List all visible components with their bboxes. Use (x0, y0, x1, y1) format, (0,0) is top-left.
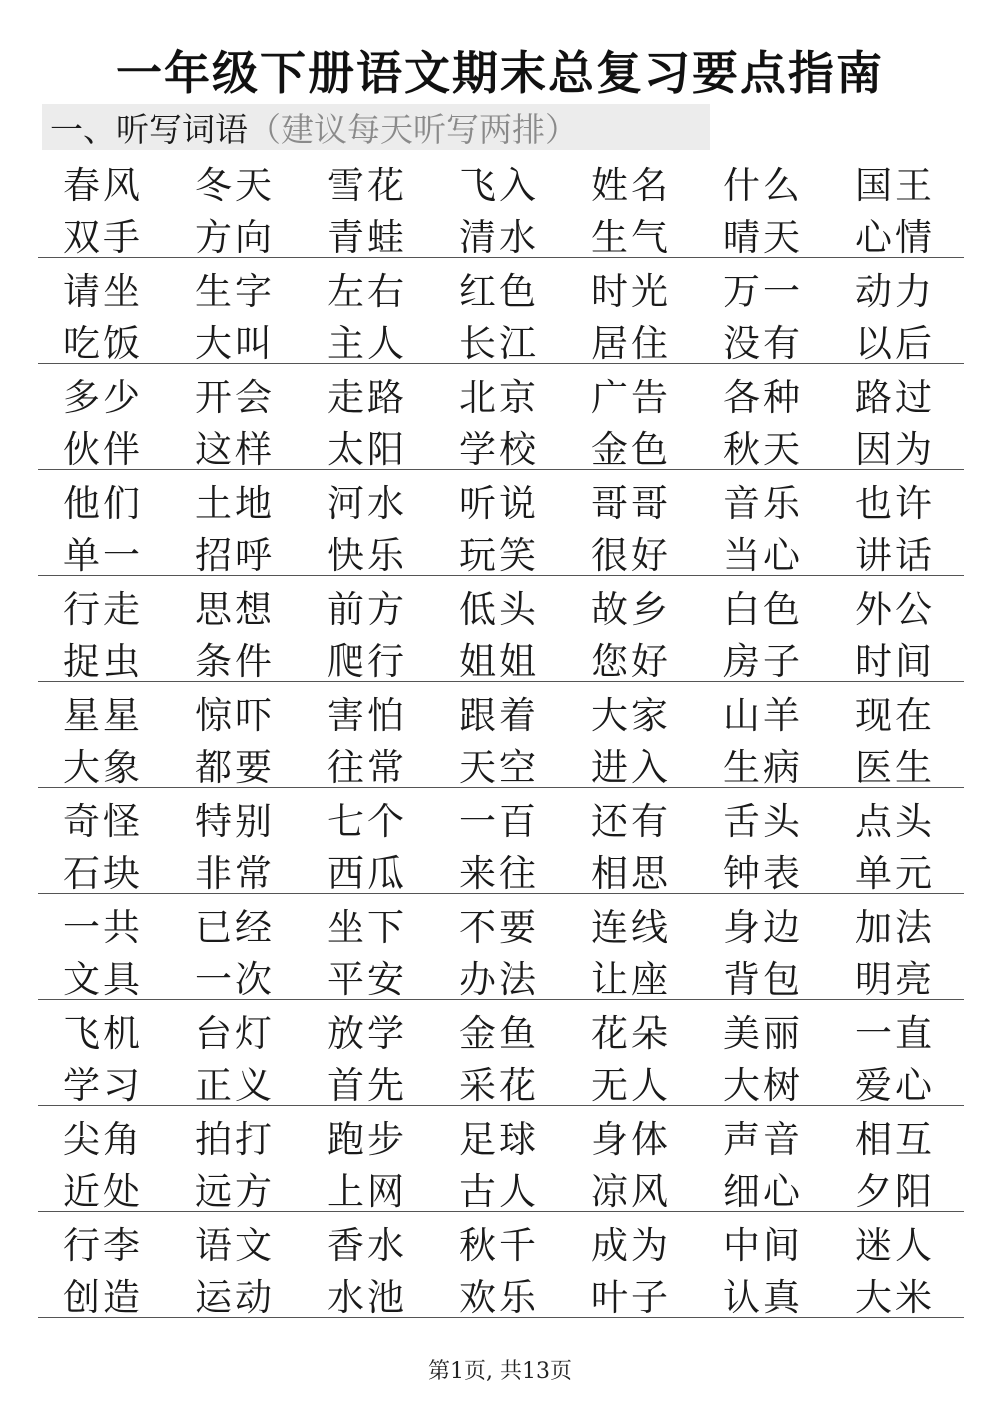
word-row (38, 950, 964, 1002)
word-row (38, 1268, 964, 1320)
vocabulary-word: 时光 (591, 270, 671, 313)
vocabulary-word: 外公 (855, 588, 935, 631)
word-group (38, 576, 964, 682)
vocabulary-word: 迷人 (855, 1224, 935, 1267)
vocabulary-word: 花朵 (591, 1012, 671, 1055)
vocabulary-word: 土地 (195, 482, 275, 525)
vocabulary-word: 太阳 (327, 428, 407, 471)
vocabulary-word: 凉风 (591, 1170, 671, 1213)
vocabulary-word: 金色 (591, 428, 671, 471)
vocabulary-word: 大米 (855, 1276, 935, 1319)
vocabulary-word: 来往 (459, 852, 539, 895)
vocabulary-word: 左右 (327, 270, 407, 313)
vocabulary-word: 办法 (459, 958, 539, 1001)
vocabulary-word: 以后 (855, 322, 935, 365)
word-row (38, 632, 964, 684)
vocabulary-word: 生字 (195, 270, 275, 313)
vocabulary-word: 远方 (195, 1170, 275, 1213)
vocabulary-word: 往常 (327, 746, 407, 789)
vocabulary-word: 您好 (591, 640, 671, 683)
vocabulary-word: 行走 (63, 588, 143, 631)
vocabulary-word: 因为 (855, 428, 935, 471)
vocabulary-word: 没有 (723, 322, 803, 365)
vocabulary-word: 台灯 (195, 1012, 275, 1055)
vocabulary-word: 还有 (591, 800, 671, 843)
word-group (38, 1106, 964, 1212)
word-row (38, 1110, 964, 1162)
vocabulary-word: 叶子 (591, 1276, 671, 1319)
vocabulary-word: 拍打 (195, 1118, 275, 1161)
vocabulary-word: 哥哥 (591, 482, 671, 525)
word-group (38, 894, 964, 1000)
vocabulary-word: 古人 (459, 1170, 539, 1213)
word-row (38, 368, 964, 420)
vocabulary-word: 吃饭 (63, 322, 143, 365)
vocabulary-word: 舌头 (723, 800, 803, 843)
word-row (38, 1162, 964, 1214)
vocabulary-word: 身体 (591, 1118, 671, 1161)
word-row (38, 898, 964, 950)
vocabulary-word: 中间 (723, 1224, 803, 1267)
vocabulary-word: 近处 (63, 1170, 143, 1213)
vocabulary-word: 运动 (195, 1276, 275, 1319)
vocabulary-word: 低头 (459, 588, 539, 631)
vocabulary-word: 万一 (723, 270, 803, 313)
vocabulary-word: 前方 (327, 588, 407, 631)
vocabulary-word: 行李 (63, 1224, 143, 1267)
vocabulary-word: 足球 (459, 1118, 539, 1161)
vocabulary-word: 跑步 (327, 1118, 407, 1161)
page-title: 一年级下册语文期末总复习要点指南 (116, 46, 884, 100)
vocabulary-word: 招呼 (195, 534, 275, 577)
vocabulary-word: 各种 (723, 376, 803, 419)
vocabulary-word: 明亮 (855, 958, 935, 1001)
vocabulary-word: 星星 (63, 694, 143, 737)
vocabulary-word: 秋千 (459, 1224, 539, 1267)
word-row (38, 844, 964, 896)
vocabulary-word: 语文 (195, 1224, 275, 1267)
vocabulary-word: 一百 (459, 800, 539, 843)
vocabulary-word: 国王 (855, 164, 935, 207)
vocabulary-word: 相互 (855, 1118, 935, 1161)
vocabulary-word: 采花 (459, 1064, 539, 1107)
vocabulary-word: 点头 (855, 800, 935, 843)
vocabulary-word: 河水 (327, 482, 407, 525)
vocabulary-word: 很好 (591, 534, 671, 577)
word-group (38, 1212, 964, 1318)
vocabulary-word: 学校 (459, 428, 539, 471)
word-group (38, 152, 964, 258)
vocabulary-word: 认真 (723, 1276, 803, 1319)
vocabulary-word: 多少 (63, 376, 143, 419)
vocabulary-word: 金鱼 (459, 1012, 539, 1055)
vocabulary-word: 请坐 (63, 270, 143, 313)
vocabulary-word: 也许 (855, 482, 935, 525)
vocabulary-word: 声音 (723, 1118, 803, 1161)
vocabulary-word: 都要 (195, 746, 275, 789)
word-row (38, 792, 964, 844)
vocabulary-word: 特别 (195, 800, 275, 843)
vocabulary-word: 香水 (327, 1224, 407, 1267)
vocabulary-word: 大家 (591, 694, 671, 737)
vocabulary-word: 单一 (63, 534, 143, 577)
vocabulary-word: 他们 (63, 482, 143, 525)
vocabulary-word: 奇怪 (63, 800, 143, 843)
vocabulary-word: 加法 (855, 906, 935, 949)
vocabulary-word: 飞入 (459, 164, 539, 207)
vocabulary-word: 快乐 (327, 534, 407, 577)
vocabulary-word: 长江 (459, 322, 539, 365)
word-group (38, 682, 964, 788)
vocabulary-word: 飞机 (63, 1012, 143, 1055)
vocabulary-word: 爬行 (327, 640, 407, 683)
vocabulary-word: 平安 (327, 958, 407, 1001)
vocabulary-word: 冬天 (195, 164, 275, 207)
vocabulary-word: 思想 (195, 588, 275, 631)
vocabulary-word: 放学 (327, 1012, 407, 1055)
word-row (38, 314, 964, 366)
vocabulary-word: 姐姐 (459, 640, 539, 683)
vocabulary-word: 单元 (855, 852, 935, 895)
vocabulary-word: 捉虫 (63, 640, 143, 683)
vocabulary-word: 爱心 (855, 1064, 935, 1107)
vocabulary-word: 已经 (195, 906, 275, 949)
vocabulary-word: 钟表 (723, 852, 803, 895)
vocabulary-word: 姓名 (591, 164, 671, 207)
word-group (38, 470, 964, 576)
vocabulary-word: 跟着 (459, 694, 539, 737)
vocabulary-word: 进入 (591, 746, 671, 789)
vocabulary-word: 当心 (723, 534, 803, 577)
vocabulary-word: 开会 (195, 376, 275, 419)
word-row (38, 262, 964, 314)
word-row (38, 526, 964, 578)
vocabulary-word: 居住 (591, 322, 671, 365)
vocabulary-word: 方向 (195, 216, 275, 259)
word-list (38, 152, 964, 1318)
vocabulary-word: 首先 (327, 1064, 407, 1107)
vocabulary-word: 听说 (459, 482, 539, 525)
word-row (38, 474, 964, 526)
vocabulary-word: 春风 (63, 164, 143, 207)
vocabulary-word: 天空 (459, 746, 539, 789)
vocabulary-word: 正义 (195, 1064, 275, 1107)
vocabulary-word: 动力 (855, 270, 935, 313)
vocabulary-word: 美丽 (723, 1012, 803, 1055)
vocabulary-word: 七个 (327, 800, 407, 843)
vocabulary-word: 上网 (327, 1170, 407, 1213)
vocabulary-word: 白色 (723, 588, 803, 631)
vocabulary-word: 大象 (63, 746, 143, 789)
vocabulary-word: 大树 (723, 1064, 803, 1107)
vocabulary-word: 广告 (591, 376, 671, 419)
word-row (38, 1216, 964, 1268)
word-row (38, 1004, 964, 1056)
vocabulary-word: 伙伴 (63, 428, 143, 471)
vocabulary-word: 文具 (63, 958, 143, 1001)
word-group (38, 788, 964, 894)
vocabulary-word: 一直 (855, 1012, 935, 1055)
word-group (38, 364, 964, 470)
page-footer: 第1页, 共13页 (428, 1359, 572, 1384)
vocabulary-word: 惊吓 (195, 694, 275, 737)
vocabulary-word: 医生 (855, 746, 935, 789)
vocabulary-word: 夕阳 (855, 1170, 935, 1213)
vocabulary-word: 玩笑 (459, 534, 539, 577)
vocabulary-word: 让座 (591, 958, 671, 1001)
vocabulary-word: 路过 (855, 376, 935, 419)
vocabulary-word: 走路 (327, 376, 407, 419)
vocabulary-word: 石块 (63, 852, 143, 895)
section-heading-label: 一、听写词语 (50, 109, 248, 149)
vocabulary-word: 现在 (855, 694, 935, 737)
word-row (38, 156, 964, 208)
vocabulary-word: 时间 (855, 640, 935, 683)
vocabulary-word: 坐下 (327, 906, 407, 949)
vocabulary-word: 清水 (459, 216, 539, 259)
vocabulary-word: 相思 (591, 852, 671, 895)
vocabulary-word: 晴天 (723, 216, 803, 259)
vocabulary-word: 不要 (459, 906, 539, 949)
vocabulary-word: 身边 (723, 906, 803, 949)
vocabulary-word: 背包 (723, 958, 803, 1001)
vocabulary-word: 无人 (591, 1064, 671, 1107)
word-row (38, 420, 964, 472)
word-row (38, 1056, 964, 1108)
vocabulary-word: 学习 (63, 1064, 143, 1107)
word-row (38, 580, 964, 632)
vocabulary-word: 水池 (327, 1276, 407, 1319)
vocabulary-word: 细心 (723, 1170, 803, 1213)
vocabulary-word: 红色 (459, 270, 539, 313)
word-row (38, 686, 964, 738)
vocabulary-word: 非常 (195, 852, 275, 895)
vocabulary-word: 秋天 (723, 428, 803, 471)
vocabulary-word: 心情 (855, 216, 935, 259)
vocabulary-word: 主人 (327, 322, 407, 365)
vocabulary-word: 音乐 (723, 482, 803, 525)
vocabulary-word: 一共 (63, 906, 143, 949)
word-group (38, 1000, 964, 1106)
word-row (38, 208, 964, 260)
vocabulary-word: 欢乐 (459, 1276, 539, 1319)
vocabulary-word: 房子 (723, 640, 803, 683)
vocabulary-word: 成为 (591, 1224, 671, 1267)
word-group (38, 258, 964, 364)
vocabulary-word: 害怕 (327, 694, 407, 737)
section-heading (42, 104, 710, 150)
vocabulary-word: 双手 (63, 216, 143, 259)
vocabulary-word: 大叫 (195, 322, 275, 365)
vocabulary-word: 什么 (723, 164, 803, 207)
vocabulary-word: 故乡 (591, 588, 671, 631)
vocabulary-word: 山羊 (723, 694, 803, 737)
vocabulary-word: 连线 (591, 906, 671, 949)
vocabulary-word: 讲话 (855, 534, 935, 577)
vocabulary-word: 条件 (195, 640, 275, 683)
vocabulary-word: 尖角 (63, 1118, 143, 1161)
vocabulary-word: 西瓜 (327, 852, 407, 895)
vocabulary-word: 青蛙 (327, 216, 407, 259)
vocabulary-word: 这样 (195, 428, 275, 471)
vocabulary-word: 北京 (459, 376, 539, 419)
section-heading-note: （建议每天听写两排） (248, 109, 578, 149)
vocabulary-word: 雪花 (327, 164, 407, 207)
vocabulary-word: 创造 (63, 1276, 143, 1319)
word-row (38, 738, 964, 790)
vocabulary-word: 生气 (591, 216, 671, 259)
vocabulary-word: 生病 (723, 746, 803, 789)
vocabulary-word: 一次 (195, 958, 275, 1001)
